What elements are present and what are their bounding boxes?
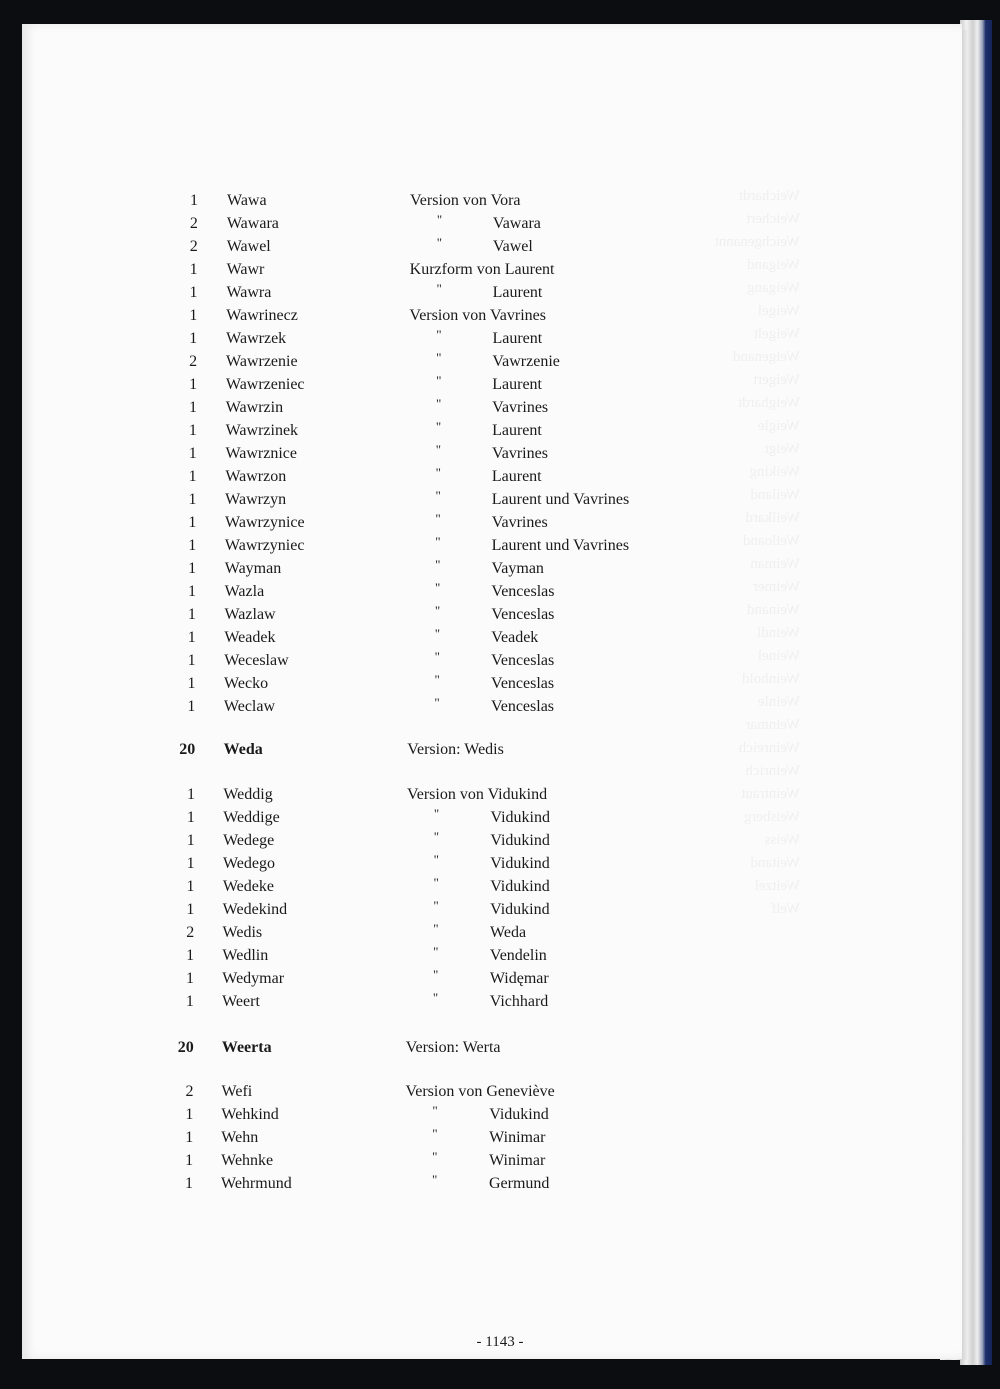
- entry-count: 1: [188, 514, 197, 531]
- entry-count: 2: [186, 924, 195, 941]
- entry-reference: Vidukind: [490, 832, 550, 849]
- entry-count: 1: [189, 330, 198, 347]
- entry-name: Wawrzenie: [226, 353, 298, 370]
- entry-reference: Venceslas: [491, 675, 555, 692]
- entry-prefix: ": [432, 1172, 438, 1187]
- entry-name: Weadek: [224, 629, 276, 646]
- entry-row: [0, 190, 1000, 212]
- entry-row: [0, 489, 1000, 511]
- entry-reference: Geneviève: [486, 1083, 555, 1100]
- entry-row: [0, 853, 1000, 875]
- entry-count: 1: [185, 1106, 194, 1123]
- entry-name: Wawrzynice: [225, 514, 305, 531]
- entry-reference: Widęmar: [489, 970, 549, 987]
- entry-reference: Laurent und Vavrines: [491, 491, 630, 508]
- entry-row: [0, 466, 1000, 488]
- entry-name: Wehn: [221, 1129, 259, 1146]
- entry-reference: Laurent: [491, 468, 542, 485]
- entry-prefix: ": [433, 852, 439, 867]
- entry-prefix: ": [435, 488, 441, 503]
- entry-name: Wedego: [222, 855, 275, 872]
- entry-prefix: ": [434, 695, 440, 710]
- entry-reference: Vayman: [491, 560, 544, 577]
- entry-prefix: ": [433, 829, 440, 844]
- entry-prefix: ": [433, 806, 440, 821]
- entry-count: 1: [186, 855, 195, 872]
- entry-reference: Venceslas: [491, 583, 555, 600]
- entry-prefix: ": [434, 649, 440, 664]
- entry-definition: [407, 739, 504, 761]
- entry-reference: Venceslas: [491, 652, 555, 669]
- entry-reference: Venceslas: [490, 698, 555, 715]
- entry-definition: [407, 784, 547, 806]
- entry-definition: [406, 1037, 501, 1059]
- entry-row: [0, 443, 1000, 465]
- entry-count: 1: [185, 993, 194, 1010]
- entry-row: [0, 604, 1000, 626]
- entry-reference: Venceslas: [491, 606, 555, 623]
- entry-row: [0, 673, 1000, 695]
- entry-row: [0, 397, 1000, 419]
- entry-prefix: ": [435, 396, 442, 411]
- entry-count: 1: [187, 606, 196, 623]
- entry-reference: Laurent: [492, 376, 542, 393]
- entry-reference: Laurent: [492, 422, 542, 439]
- entry-prefix: ": [432, 1126, 438, 1141]
- entry-row: [0, 328, 1000, 350]
- entry-name: Wedekind: [222, 901, 288, 918]
- entry-name: Wawrznice: [225, 445, 298, 462]
- entry-prefix: ": [435, 465, 441, 480]
- entry-name: Wawrzyn: [225, 491, 287, 508]
- entry-count: 2: [189, 238, 198, 255]
- entry-name: Wecko: [224, 675, 269, 692]
- entry-definition: [405, 1081, 554, 1103]
- entry-prefix: ": [435, 419, 442, 434]
- entry-row: [0, 696, 1000, 718]
- entry-row: [0, 259, 1000, 281]
- entry-row: [0, 1037, 1000, 1059]
- entry-name: Wehrmund: [221, 1175, 292, 1192]
- entry-count: 1: [186, 832, 195, 849]
- entry-prefix: ": [436, 212, 443, 227]
- entry-name: Weceslaw: [224, 652, 289, 669]
- entry-reference: Vidukind: [490, 901, 550, 918]
- entry-name: Wawrzeniec: [225, 376, 305, 393]
- entry-reference: Wedis: [464, 741, 504, 758]
- entry-count: 1: [188, 399, 197, 416]
- entry-prefix: ": [432, 990, 439, 1005]
- entry-reference: Laurent: [492, 284, 543, 301]
- entry-row: [0, 945, 1000, 967]
- entry-name: Wedlin: [222, 947, 269, 964]
- entry-row: [0, 282, 1000, 304]
- entry-name: Wedis: [222, 924, 263, 941]
- entry-row: [0, 420, 1000, 442]
- entry-row: [0, 1173, 1000, 1195]
- entry-prefix: ": [435, 580, 441, 595]
- entry-name: Wehkind: [221, 1106, 279, 1123]
- entry-count: 1: [188, 445, 197, 462]
- entry-count: 1: [186, 970, 195, 987]
- entry-prefix: ": [436, 235, 443, 250]
- entry-name: Wawara: [226, 215, 279, 232]
- entry-count: 2: [185, 1083, 194, 1100]
- entry-prefix: ": [436, 281, 442, 296]
- entry-count: 1: [189, 376, 198, 393]
- entry-count: 1: [188, 560, 197, 577]
- entry-prefix: ": [436, 350, 442, 365]
- entry-count: 1: [188, 583, 196, 600]
- entry-count: 1: [186, 786, 195, 803]
- entry-reference: Veadek: [491, 629, 539, 646]
- entry-reference: Weda: [490, 924, 527, 941]
- entry-reference: Vidukind: [490, 855, 550, 872]
- entry-count: 1: [187, 652, 196, 669]
- entry-count: 1: [186, 878, 195, 895]
- entry-name: Weclaw: [223, 698, 276, 715]
- entry-count: 1: [186, 809, 195, 826]
- entry-reference: Vawel: [492, 238, 533, 255]
- entry-prefix: ": [433, 898, 439, 913]
- entry-count: 1: [187, 675, 196, 692]
- entry-name: Wayman: [224, 560, 282, 577]
- entry-prefix: ": [434, 626, 441, 641]
- entry-prefix: Kurzform von: [409, 261, 501, 278]
- entry-count: 1: [189, 307, 198, 324]
- entry-prefix: Version von: [410, 192, 487, 209]
- entry-row: [0, 374, 1000, 396]
- entry-reference: Vavrines: [491, 445, 548, 462]
- entry-row: [0, 650, 1000, 672]
- entry-reference: Winimar: [489, 1129, 546, 1146]
- entry-row: [0, 739, 1000, 761]
- entry-prefix: Version:: [405, 1039, 460, 1056]
- entry-reference: Laurent: [492, 330, 543, 347]
- entry-count: 20: [179, 741, 196, 758]
- entry-prefix: ": [433, 921, 439, 936]
- entry-name: Weda: [223, 741, 263, 758]
- entry-count: 1: [185, 1175, 193, 1192]
- entry-name: Weddige: [223, 809, 280, 826]
- entry-row: [0, 1150, 1000, 1172]
- entry-count: 1: [189, 284, 198, 301]
- entry-name: Wawr: [226, 261, 265, 278]
- entry-count: 20: [177, 1039, 194, 1056]
- entry-name: Wawrzin: [225, 399, 284, 416]
- entry-reference: Laurent: [504, 261, 555, 278]
- entry-row: [0, 305, 1000, 327]
- entry-prefix: ": [434, 672, 440, 687]
- entry-name: Wawrzon: [225, 468, 287, 485]
- entry-reference: Vidukind: [487, 786, 548, 803]
- entry-reference: Werta: [462, 1039, 501, 1056]
- entry-name: Wehnke: [221, 1152, 274, 1169]
- entry-prefix: ": [432, 1103, 438, 1118]
- entry-count: 1: [188, 422, 197, 439]
- entry-reference: Vawrzenie: [492, 353, 560, 370]
- entry-prefix: ": [433, 967, 439, 982]
- entry-prefix: Version von: [405, 1083, 483, 1100]
- entry-name: Weert: [222, 993, 260, 1010]
- entry-name: Wawrzinek: [225, 422, 299, 439]
- page-number: - 1143 -: [476, 1334, 524, 1350]
- entry-row: [0, 899, 1000, 921]
- entry-name: Wefi: [221, 1083, 253, 1100]
- entry-name: Wawel: [226, 238, 271, 255]
- entry-reference: Vichhard: [489, 993, 549, 1010]
- entry-row: [0, 558, 1000, 580]
- entry-reference: Vidukind: [489, 1106, 549, 1123]
- entry-row: [0, 535, 1000, 557]
- entry-row: [0, 968, 1000, 990]
- entry-row: [0, 1104, 1000, 1126]
- entry-name: Wedymar: [222, 970, 285, 987]
- entry-count: 2: [189, 353, 198, 370]
- entry-row: [0, 876, 1000, 898]
- entry-reference: Germund: [489, 1175, 550, 1192]
- entry-row: [0, 1081, 1000, 1103]
- entry-name: Weerta: [221, 1039, 272, 1056]
- entry-name: Wazla: [224, 583, 265, 600]
- entry-prefix: Version:: [407, 741, 461, 758]
- entry-row: [0, 1127, 1000, 1149]
- entry-count: 1: [185, 1129, 194, 1146]
- entry-reference: Winimar: [489, 1152, 546, 1169]
- entry-count: 1: [186, 947, 195, 964]
- entry-name: Wawrzyniec: [224, 537, 305, 554]
- entry-name: Wawrzek: [226, 330, 287, 347]
- entry-definition: [409, 305, 546, 327]
- entry-count: 1: [187, 629, 196, 646]
- entry-definition: [410, 190, 521, 212]
- entry-prefix: Version von: [406, 786, 484, 803]
- entry-row: [0, 581, 1000, 603]
- entry-row: [0, 627, 1000, 649]
- entry-count: 1: [186, 901, 195, 918]
- entry-reference: Vawara: [492, 215, 541, 232]
- entry-prefix: ": [432, 1149, 438, 1164]
- entry-count: 1: [188, 468, 197, 485]
- entry-name: Wazlaw: [224, 606, 276, 623]
- entry-prefix: Version von: [409, 307, 487, 324]
- entry-count: 1: [188, 537, 197, 554]
- entry-prefix: ": [435, 557, 441, 572]
- entry-reference: Vora: [490, 192, 521, 209]
- entry-name: Wawa: [227, 192, 267, 209]
- entry-name: Weddig: [223, 786, 273, 803]
- entry-count: 1: [185, 1152, 194, 1169]
- entry-name: Wawrinecz: [226, 307, 298, 324]
- show-through-text: Weichardt Weichert Weichgenannt Weigand Weigang Weigel Weigelt Weigenand Weigert Weighardt Weigle Weigt Weiking Weiland Weilkard Weiloand Weiman Weimer Weinand Weindl Weinel Weinhold Weinle Weinmar Weinreich Weinrich Weintraut Weisberg Weiss Weitand Weitzel Welf: [714, 188, 800, 917]
- entry-name: Wedege: [223, 832, 275, 849]
- entry-count: 1: [187, 698, 196, 715]
- entry-prefix: ": [433, 875, 439, 890]
- entry-row: [0, 784, 1000, 806]
- entry-row: [0, 991, 1000, 1013]
- entry-reference: Vidukind: [490, 809, 550, 826]
- entry-row: [0, 922, 1000, 944]
- entry-prefix: ": [436, 327, 442, 342]
- entry-reference: Vavrines: [490, 307, 546, 324]
- entry-prefix: ": [435, 511, 441, 526]
- entry-reference: Laurent und Vavrines: [491, 537, 630, 554]
- entry-row: [0, 807, 1000, 829]
- entry-row: [0, 236, 1000, 258]
- entry-row: [0, 351, 1000, 373]
- entry-reference: Vavrines: [491, 514, 548, 531]
- entry-count: 2: [189, 215, 198, 232]
- entry-count: 1: [190, 192, 198, 209]
- entry-reference: Vendelin: [489, 947, 547, 964]
- entry-definition: [410, 259, 555, 281]
- entry-reference: Vidukind: [490, 878, 550, 895]
- entry-prefix: ": [435, 442, 442, 457]
- entry-name: Wedeke: [222, 878, 274, 895]
- entry-row: [0, 512, 1000, 534]
- entry-count: 1: [189, 261, 198, 278]
- entry-name: Wawra: [226, 284, 272, 301]
- entry-row: [0, 213, 1000, 235]
- entry-count: 1: [188, 491, 197, 508]
- entry-row: [0, 830, 1000, 852]
- entry-prefix: ": [434, 603, 441, 618]
- entry-prefix: ": [436, 373, 442, 388]
- entry-prefix: ": [433, 944, 439, 959]
- entry-reference: Vavrines: [492, 399, 549, 416]
- entry-prefix: ": [435, 534, 441, 549]
